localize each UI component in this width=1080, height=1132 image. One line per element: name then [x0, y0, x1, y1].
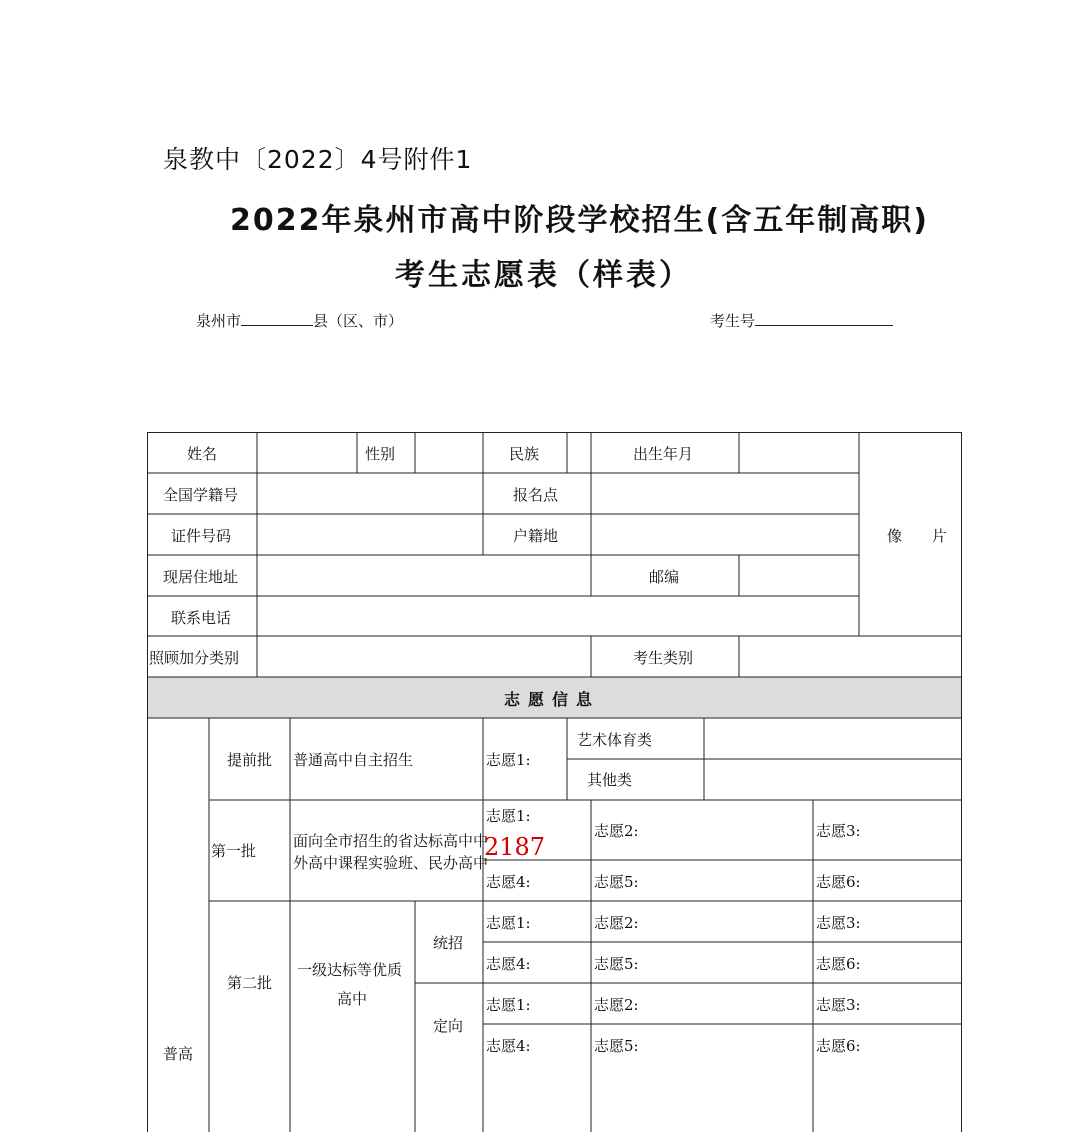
b1-wish3: 志愿3: — [816, 822, 861, 840]
label-early-batch: 提前批 — [227, 751, 273, 769]
county-suffix: 县（区、市） — [313, 312, 404, 330]
label-category: 考生类别 — [633, 649, 694, 667]
label-other: 其他类 — [587, 771, 633, 789]
label-name: 姓名 — [187, 445, 218, 463]
label-address: 现居住地址 — [163, 568, 239, 586]
b1-wish5: 志愿5: — [594, 873, 639, 891]
b2u-wish4: 志愿4: — [486, 955, 531, 973]
batch1-desc-line1: 面向全市招生的省达标高中中 — [293, 832, 489, 850]
exam-no-label: 考生号 — [710, 312, 756, 330]
label-household: 户籍地 — [513, 527, 559, 545]
county-blank[interactable] — [241, 311, 313, 326]
page-subtitle: 考生志愿表（样表） — [395, 258, 692, 293]
label-batch2: 第二批 — [227, 974, 273, 992]
label-bonus: 照顾加分类别 — [149, 649, 240, 667]
county-line — [196, 310, 403, 331]
label-batch1: 第一批 — [211, 842, 257, 860]
early-batch-desc: 普通高中自主招生 — [293, 751, 414, 769]
label-postcode: 邮编 — [649, 568, 680, 586]
b2u-wish5: 志愿5: — [594, 955, 639, 973]
b1-wish1: 志愿1: — [486, 807, 531, 825]
exam-no-blank[interactable] — [755, 311, 893, 326]
batch2-desc-line1: 一级达标等优质 — [297, 961, 403, 979]
b1-wish4: 志愿4: — [486, 873, 531, 891]
document-reference: 泉教中〔2022〕4号附件1 — [163, 145, 473, 174]
city-prefix: 泉州市 — [196, 312, 242, 330]
label-art: 艺术体育类 — [577, 731, 653, 749]
b2u-wish2: 志愿2: — [594, 914, 639, 932]
page-title: 2022年泉州市高中阶段学校招生(含五年制高职) — [230, 203, 929, 238]
b2d-wish6: 志愿6: — [816, 1037, 861, 1055]
label-id-no: 证件号码 — [171, 527, 232, 545]
application-form-table — [147, 432, 962, 1132]
label-reg-point: 报名点 — [513, 486, 559, 504]
section-title: 志愿信息 — [504, 690, 601, 709]
batch1-desc-line2: 外高中课程实验班、民办高中 — [293, 854, 489, 872]
label-phone: 联系电话 — [171, 609, 232, 627]
b2d-wish1: 志愿1: — [486, 996, 531, 1014]
label-directed: 定向 — [433, 1017, 464, 1035]
label-birth: 出生年月 — [633, 445, 694, 463]
b2u-wish1: 志愿1: — [486, 914, 531, 932]
b2u-wish3: 志愿3: — [816, 914, 861, 932]
label-unified: 统招 — [433, 934, 464, 952]
b1-wish6: 志愿6: — [816, 873, 861, 891]
photo-box[interactable]: 像 片 — [887, 527, 948, 545]
b2d-wish5: 志愿5: — [594, 1037, 639, 1055]
b2u-wish6: 志愿6: — [816, 955, 861, 973]
b2d-wish3: 志愿3: — [816, 996, 861, 1014]
label-student-id: 全国学籍号 — [163, 486, 239, 504]
overlay-number: 2187 — [484, 833, 546, 861]
batch2-desc-line2: 高中 — [337, 990, 368, 1008]
b2d-wish4: 志愿4: — [486, 1037, 531, 1055]
b2d-wish2: 志愿2: — [594, 996, 639, 1014]
b1-wish2: 志愿2: — [594, 822, 639, 840]
early-wish-label: 志愿1: — [486, 751, 531, 769]
label-ethnicity: 民族 — [509, 445, 540, 463]
exam-number-line — [710, 310, 893, 331]
label-gender: 性别 — [365, 445, 396, 463]
label-school-type: 普高 — [163, 1045, 194, 1063]
